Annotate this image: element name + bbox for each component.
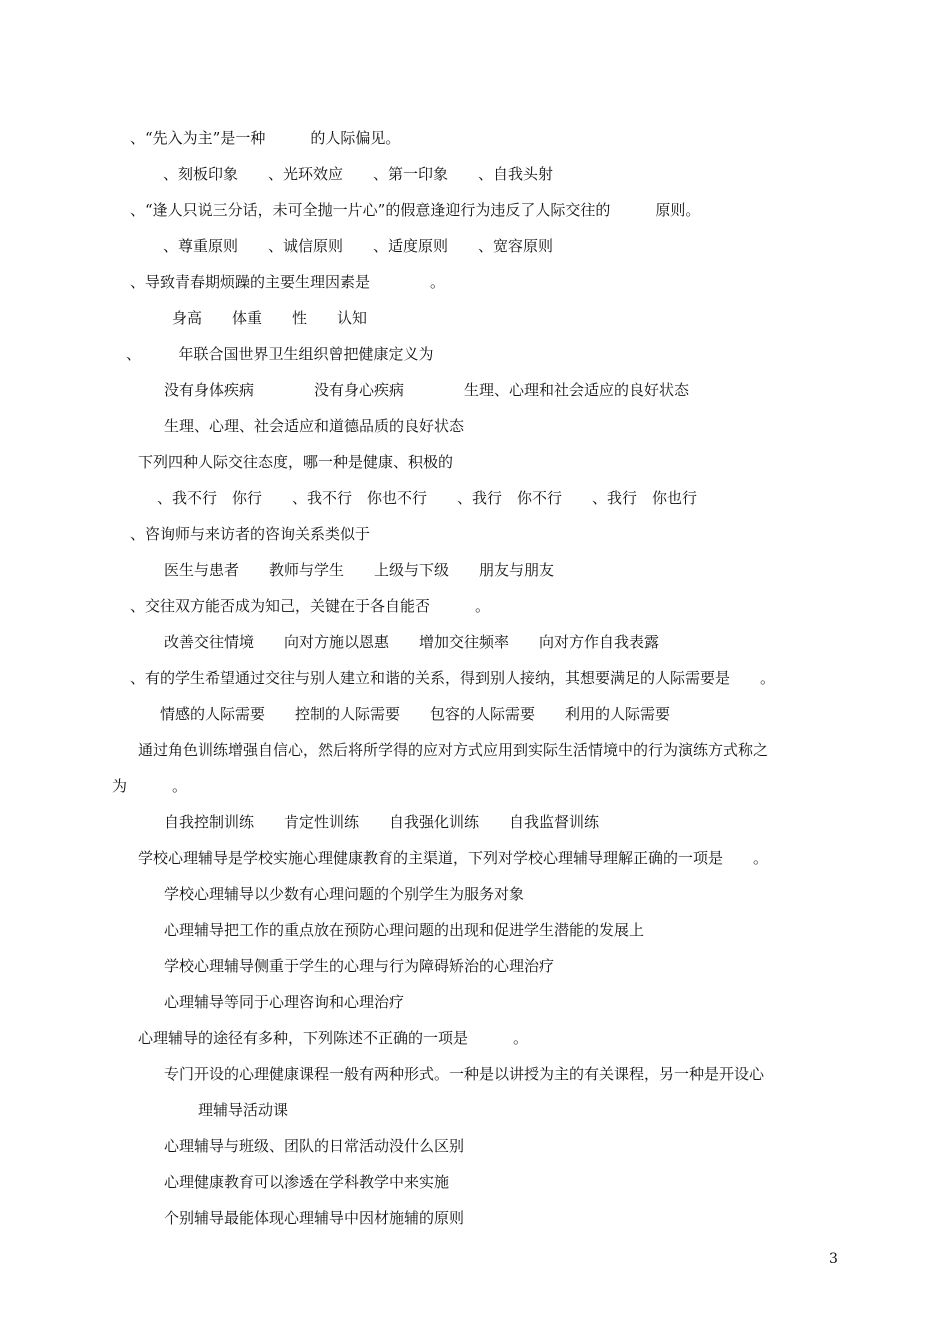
- question-3-options: 身高 体重 性 认知: [172, 309, 368, 327]
- question-7-stem: 、交往双方能否成为知己，关键在于各自能否 。: [130, 597, 491, 615]
- question-1-options: 、刻板印象 、光环效应 、第一印象 、自我头射: [163, 165, 554, 183]
- question-2-options: 、尊重原则 、诚信原则 、适度原则 、宽容原则: [163, 237, 554, 255]
- question-4-options-line2: 生理、心理、社会适应和道德品质的良好状态: [164, 417, 465, 435]
- question-11-choice: 个别辅导最能体现心理辅导中因材施辅的原则: [164, 1209, 465, 1227]
- question-8-stem: 、有的学生希望通过交往与别人建立和谐的关系，得到别人接纳，其想要满足的人际需要是 。: [130, 669, 776, 687]
- question-10-choice: 学校心理辅导以少数有心理问题的个别学生为服务对象: [164, 885, 525, 903]
- question-11-choice: 专门开设的心理健康课程一般有两种形式。一种是以讲授为主的有关课程，另一种是开设心: [164, 1065, 765, 1083]
- question-2-stem: 、“逢人只说三分话，未可全抛一片心”的假意逢迎行为违反了人际交往的 原则。: [130, 201, 701, 219]
- question-4-stem: 、 年联合国世界卫生组织曾把健康定义为: [126, 345, 434, 363]
- question-11-stem: 心理辅导的途径有多种，下列陈述不正确的一项是 。: [138, 1029, 529, 1047]
- question-9-stem: 通过角色训练增强自信心，然后将所学得的应对方式应用到实际生活情境中的行为演练方式称之: [138, 741, 769, 759]
- question-11-choice: 心理健康教育可以渗透在学科教学中来实施: [164, 1173, 450, 1191]
- question-6-stem: 、咨询师与来访者的咨询关系类似于: [130, 525, 371, 543]
- question-10-choice: 心理辅导等同于心理咨询和心理治疗: [164, 993, 405, 1011]
- question-1-stem: 、“先入为主”是一种 的人际偏见。: [130, 129, 401, 147]
- question-10-choice: 心理辅导把工作的重点放在预防心理问题的出现和促进学生潜能的发展上: [164, 921, 645, 939]
- question-11-choice: 心理辅导与班级、团队的日常活动没什么区别: [164, 1137, 465, 1155]
- question-3-stem: 、导致青春期烦躁的主要生理因素是 。: [130, 273, 446, 291]
- question-5-options: 、我不行 你行 、我不行 你也不行 、我行 你不行 、我行 你也行: [157, 489, 698, 507]
- question-9-options: 自我控制训练 肯定性训练 自我强化训练 自我监督训练: [164, 813, 600, 831]
- page-number: 3: [829, 1251, 838, 1267]
- question-7-options: 改善交往情境 向对方施以恩惠 增加交往频率 向对方作自我表露: [164, 633, 660, 651]
- question-11-choice-continuation: 理辅导活动课: [198, 1101, 289, 1119]
- question-10-stem: 学校心理辅导是学校实施心理健康教育的主渠道，下列对学校心理辅导理解正确的一项是 。: [138, 849, 769, 867]
- question-9-stem-line2: 为 。: [112, 777, 188, 795]
- question-8-options: 情感的人际需要 控制的人际需要 包容的人际需要 利用的人际需要: [160, 705, 671, 723]
- question-4-options: 没有身体疾病 没有身心疾病 生理、心理和社会适应的良好状态: [164, 381, 690, 399]
- question-5-stem: 下列四种人际交往态度，哪一种是健康、积极的: [138, 453, 454, 471]
- question-10-choice: 学校心理辅导侧重于学生的心理与行为障碍矫治的心理治疗: [164, 957, 555, 975]
- question-6-options: 医生与患者 教师与学生 上级与下级 朋友与朋友: [164, 561, 555, 579]
